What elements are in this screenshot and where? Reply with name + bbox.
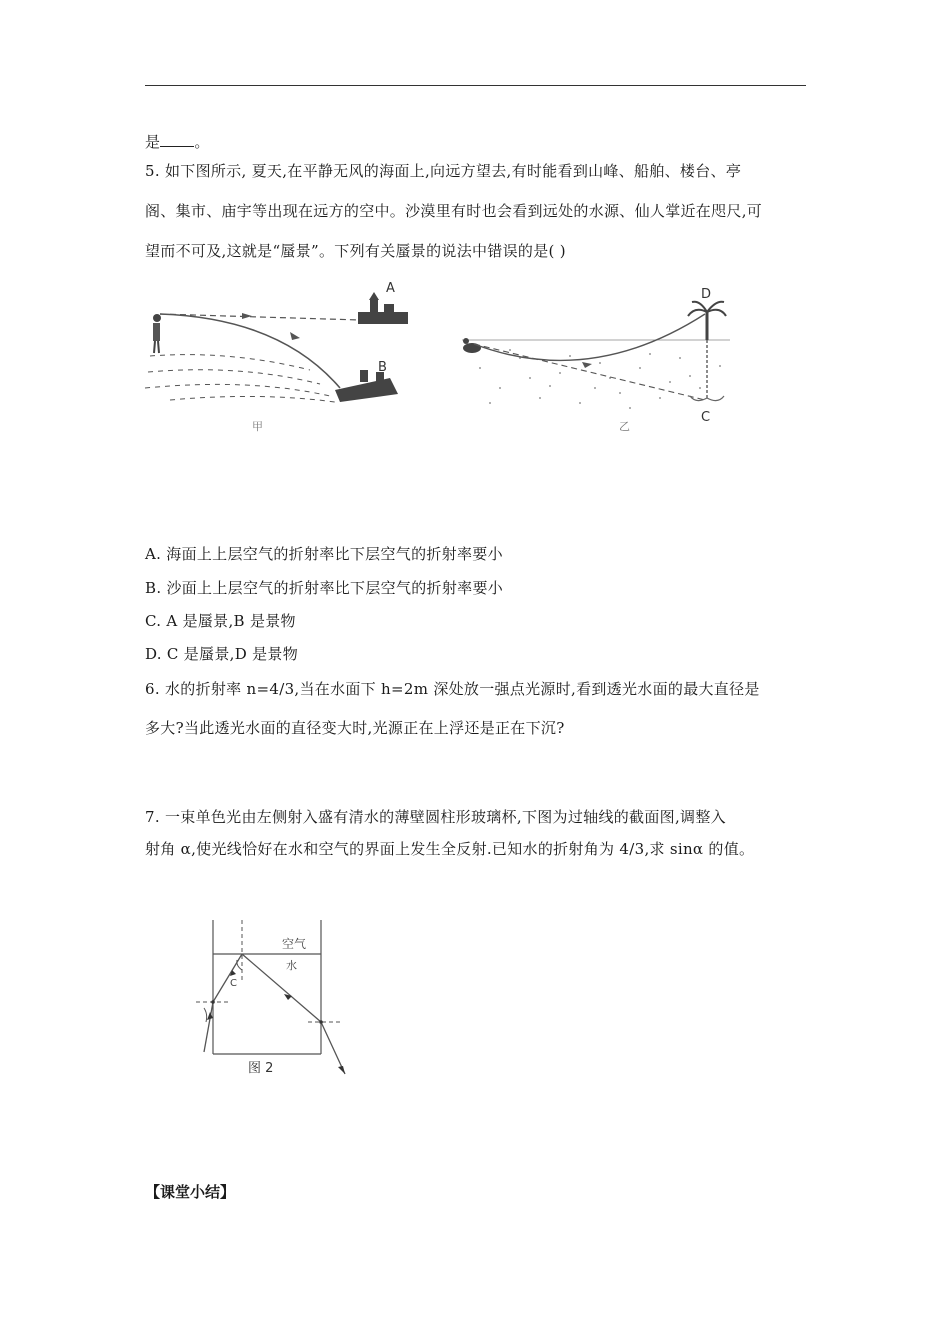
answer-blank xyxy=(160,133,194,147)
q7-line-2: 射角 α,使光线恰好在水和空气的界面上发生全反射.已知水的折射角为 4/3,求 sinα 的值。 xyxy=(145,840,755,858)
mirage-figure xyxy=(140,278,740,438)
label-a: A xyxy=(386,281,395,296)
q5-option-c: C. A 是蜃景,B 是景物 xyxy=(145,612,296,630)
inverted-image-c xyxy=(690,340,724,401)
label-d: D xyxy=(701,287,712,302)
label-c-angle: C xyxy=(230,978,237,989)
q5-option-d: D. C 是蜃景,D 是景物 xyxy=(145,645,299,663)
label-c: C xyxy=(701,410,711,425)
q4-tail-end: 。 xyxy=(194,133,210,151)
mirage-image-a xyxy=(358,292,408,324)
q5-option-b: B. 沙面上上层空气的折射率比下层空气的折射率要小 xyxy=(145,579,504,597)
object-b xyxy=(335,370,398,402)
q4-tail xyxy=(145,131,210,152)
header-rule xyxy=(145,85,806,86)
desert-mirage-diagram xyxy=(462,302,730,409)
light-ray xyxy=(204,954,345,1074)
sand-dots xyxy=(479,349,721,409)
q4-tail-text: 是 xyxy=(145,133,161,151)
q5-line-1: 5. 如下图所示, 夏天,在平静无风的海面上,向远方望去,有时能看到山峰、船舶、楼台、亭 xyxy=(145,162,742,180)
glass-cup-figure xyxy=(190,912,360,1082)
label-water: 水 xyxy=(286,959,297,972)
label-air: 空气 xyxy=(282,937,307,951)
q5-line-2: 阁、集市、庙宇等出现在远方的空中。沙漠里有时也会看到远处的水源、仙人掌近在咫尺,可 xyxy=(145,202,763,220)
q6-line-2: 多大?当此透光水面的直径变大时,光源正在上浮还是正在下沉? xyxy=(145,719,565,737)
q7-line-1: 7. 一束单色光由左侧射入盛有清水的薄壁圆柱形玻璃杯,下图为过轴线的截面图,调整入 xyxy=(145,808,726,826)
sea-mirage-diagram xyxy=(145,292,408,402)
q5-option-a: A. 海面上上层空气的折射率比下层空气的折射率要小 xyxy=(145,545,503,563)
q5-line-3: 望而不可及,这就是“蜃景”。下列有关蜃景的说法中错误的是( ) xyxy=(145,242,566,260)
caption-right: 乙 xyxy=(619,420,630,433)
caption-left: 甲 xyxy=(252,420,263,433)
summary-heading: 【课堂小结】 xyxy=(145,1183,236,1201)
figure-caption: 图 2 xyxy=(248,1061,274,1076)
q6-line-1: 6. 水的折射率 n=4/3,当在水面下 h=2m 深处放一强点光源时,看到透光水面的最大直径是 xyxy=(145,680,760,698)
observer-icon xyxy=(153,314,161,353)
label-b: B xyxy=(378,360,387,375)
